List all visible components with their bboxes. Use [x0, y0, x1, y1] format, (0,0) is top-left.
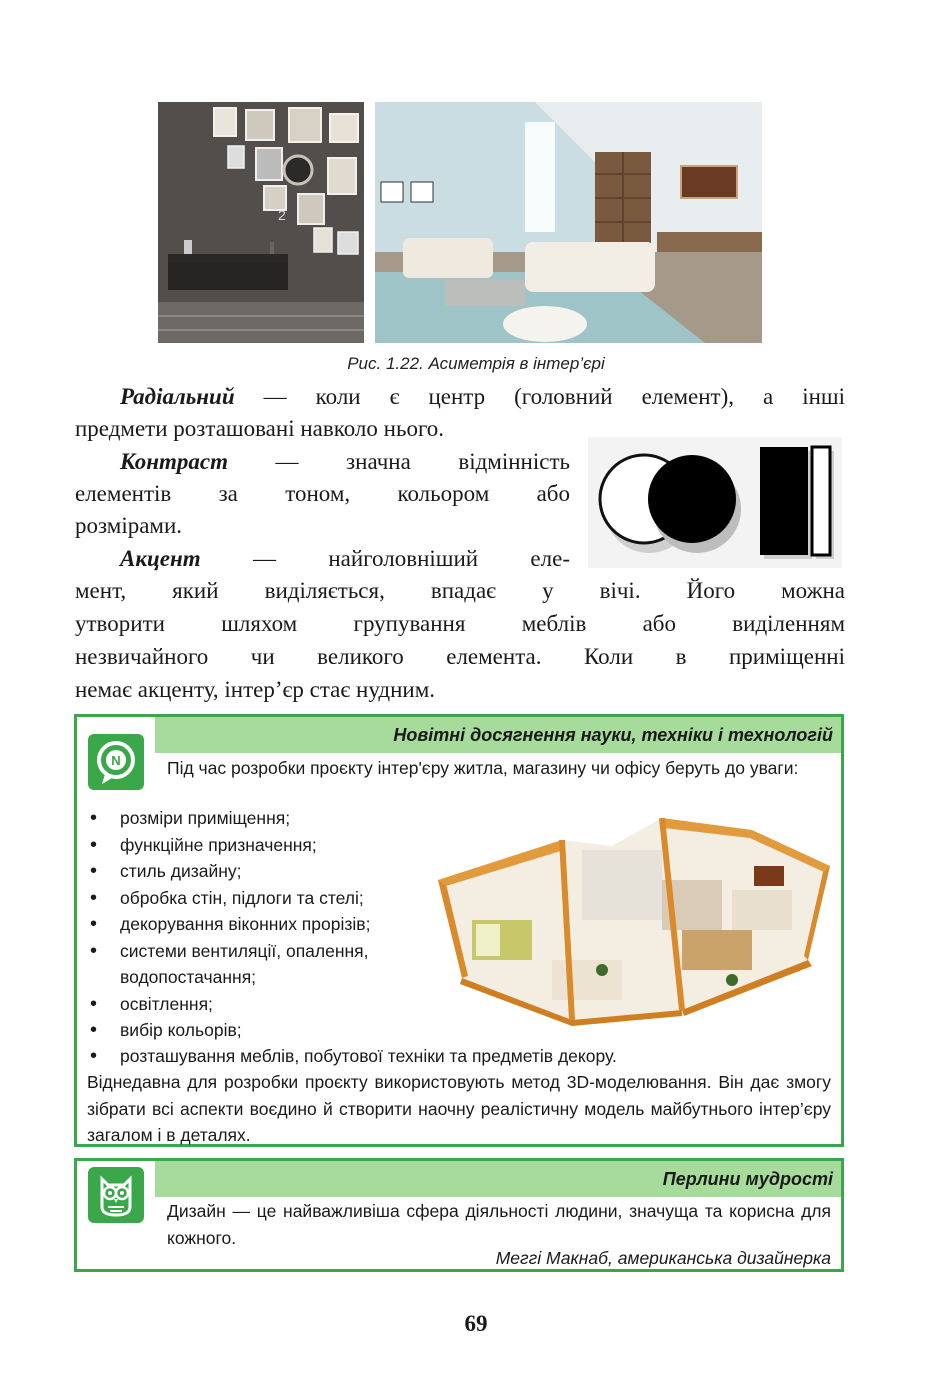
list-item: • стиль дизайну; [86, 858, 426, 885]
svg-text:N: N [111, 753, 121, 768]
radial-paragraph-line1 [75, 381, 845, 414]
owl-icon [88, 1167, 144, 1223]
contrast-illustration [588, 437, 842, 568]
wisdom-box-header: Перлини мудрості [155, 1161, 841, 1197]
list-item: • розміри приміщення; [86, 805, 426, 832]
figure-caption: Рис. 1.22. Асиметрія в інтер’єрі [347, 354, 605, 373]
list-item: • системи вентиляції, опалення, водопостачання; [86, 938, 426, 991]
svg-text:2: 2 [278, 207, 286, 223]
radial-paragraph-line2: предмети розташовані навколо нього. [75, 416, 445, 441]
accent-definition: — найголовніший еле- [200, 546, 570, 571]
science-news-icon [88, 734, 144, 790]
science-box-intro: Під час розробки проєкту інтер'єру житла, магазину чи офісу беруть до уваги: [167, 758, 799, 778]
accent-paragraph-line5: немає акценту, інтер’єр стає нудним. [75, 677, 435, 702]
science-box-list [86, 805, 426, 1044]
list-item: • вибір кольорів; [86, 1017, 426, 1044]
science-box-header: Новітні досягнення науки, техніки і технологій [155, 717, 841, 753]
radial-definition: — коли є центр (головний елемент), а інші [234, 384, 845, 409]
science-box-list-last [86, 1043, 826, 1070]
wisdom-quote: Дизайн — це найважливіша сфера діяльності людини, значуща та корисна для кожного. [167, 1201, 831, 1248]
page-number: 69 [464, 1311, 488, 1336]
list-item: • декорування віконних прорізів; [86, 911, 426, 938]
accent-paragraph-line4: незвичайного чи великого елемента. Коли в приміщенні [75, 644, 845, 669]
accent-paragraph-line3: утворити шляхом групування меблів або виділенням [75, 611, 845, 636]
living-room-photo [375, 102, 762, 343]
list-item: • функційне призначення; [86, 832, 426, 859]
contrast-paragraph-line3: розмірами. [75, 513, 183, 538]
contrast-paragraph-line1 [75, 446, 570, 479]
contrast-paragraph-line2: елементів за тоном, кольором або [75, 481, 570, 506]
accent-term: Акцент [120, 546, 201, 571]
contrast-definition: — значна відмінність [227, 449, 570, 474]
science-box-conclusion: Віднедавна для розробки проєкту використовують метод 3D-моделювання. Він дає змогу зібрати всі аспекти воєдино й створити наочну реалістичну модель майбутнього інтер’єру загалом і в деталях. [87, 1072, 831, 1145]
3d-floorplan-image [432, 810, 832, 1032]
wisdom-author: Меггі Макнаб, американська дизайнерка [495, 1248, 831, 1268]
accent-paragraph-line2: мент, який виділяється, впадає у вічі. Його можна [75, 578, 845, 603]
accent-paragraph-line1 [75, 543, 570, 576]
list-item: • обробка стін, підлоги та стелі; [86, 885, 426, 912]
list-item: • освітлення; [86, 991, 426, 1018]
gallery-wall-photo [158, 102, 364, 343]
radial-term: Радіальний [120, 384, 235, 409]
list-item: • розташування меблів, побутової техніки та предметів декору. [86, 1043, 826, 1070]
contrast-term: Контраст [120, 449, 228, 474]
